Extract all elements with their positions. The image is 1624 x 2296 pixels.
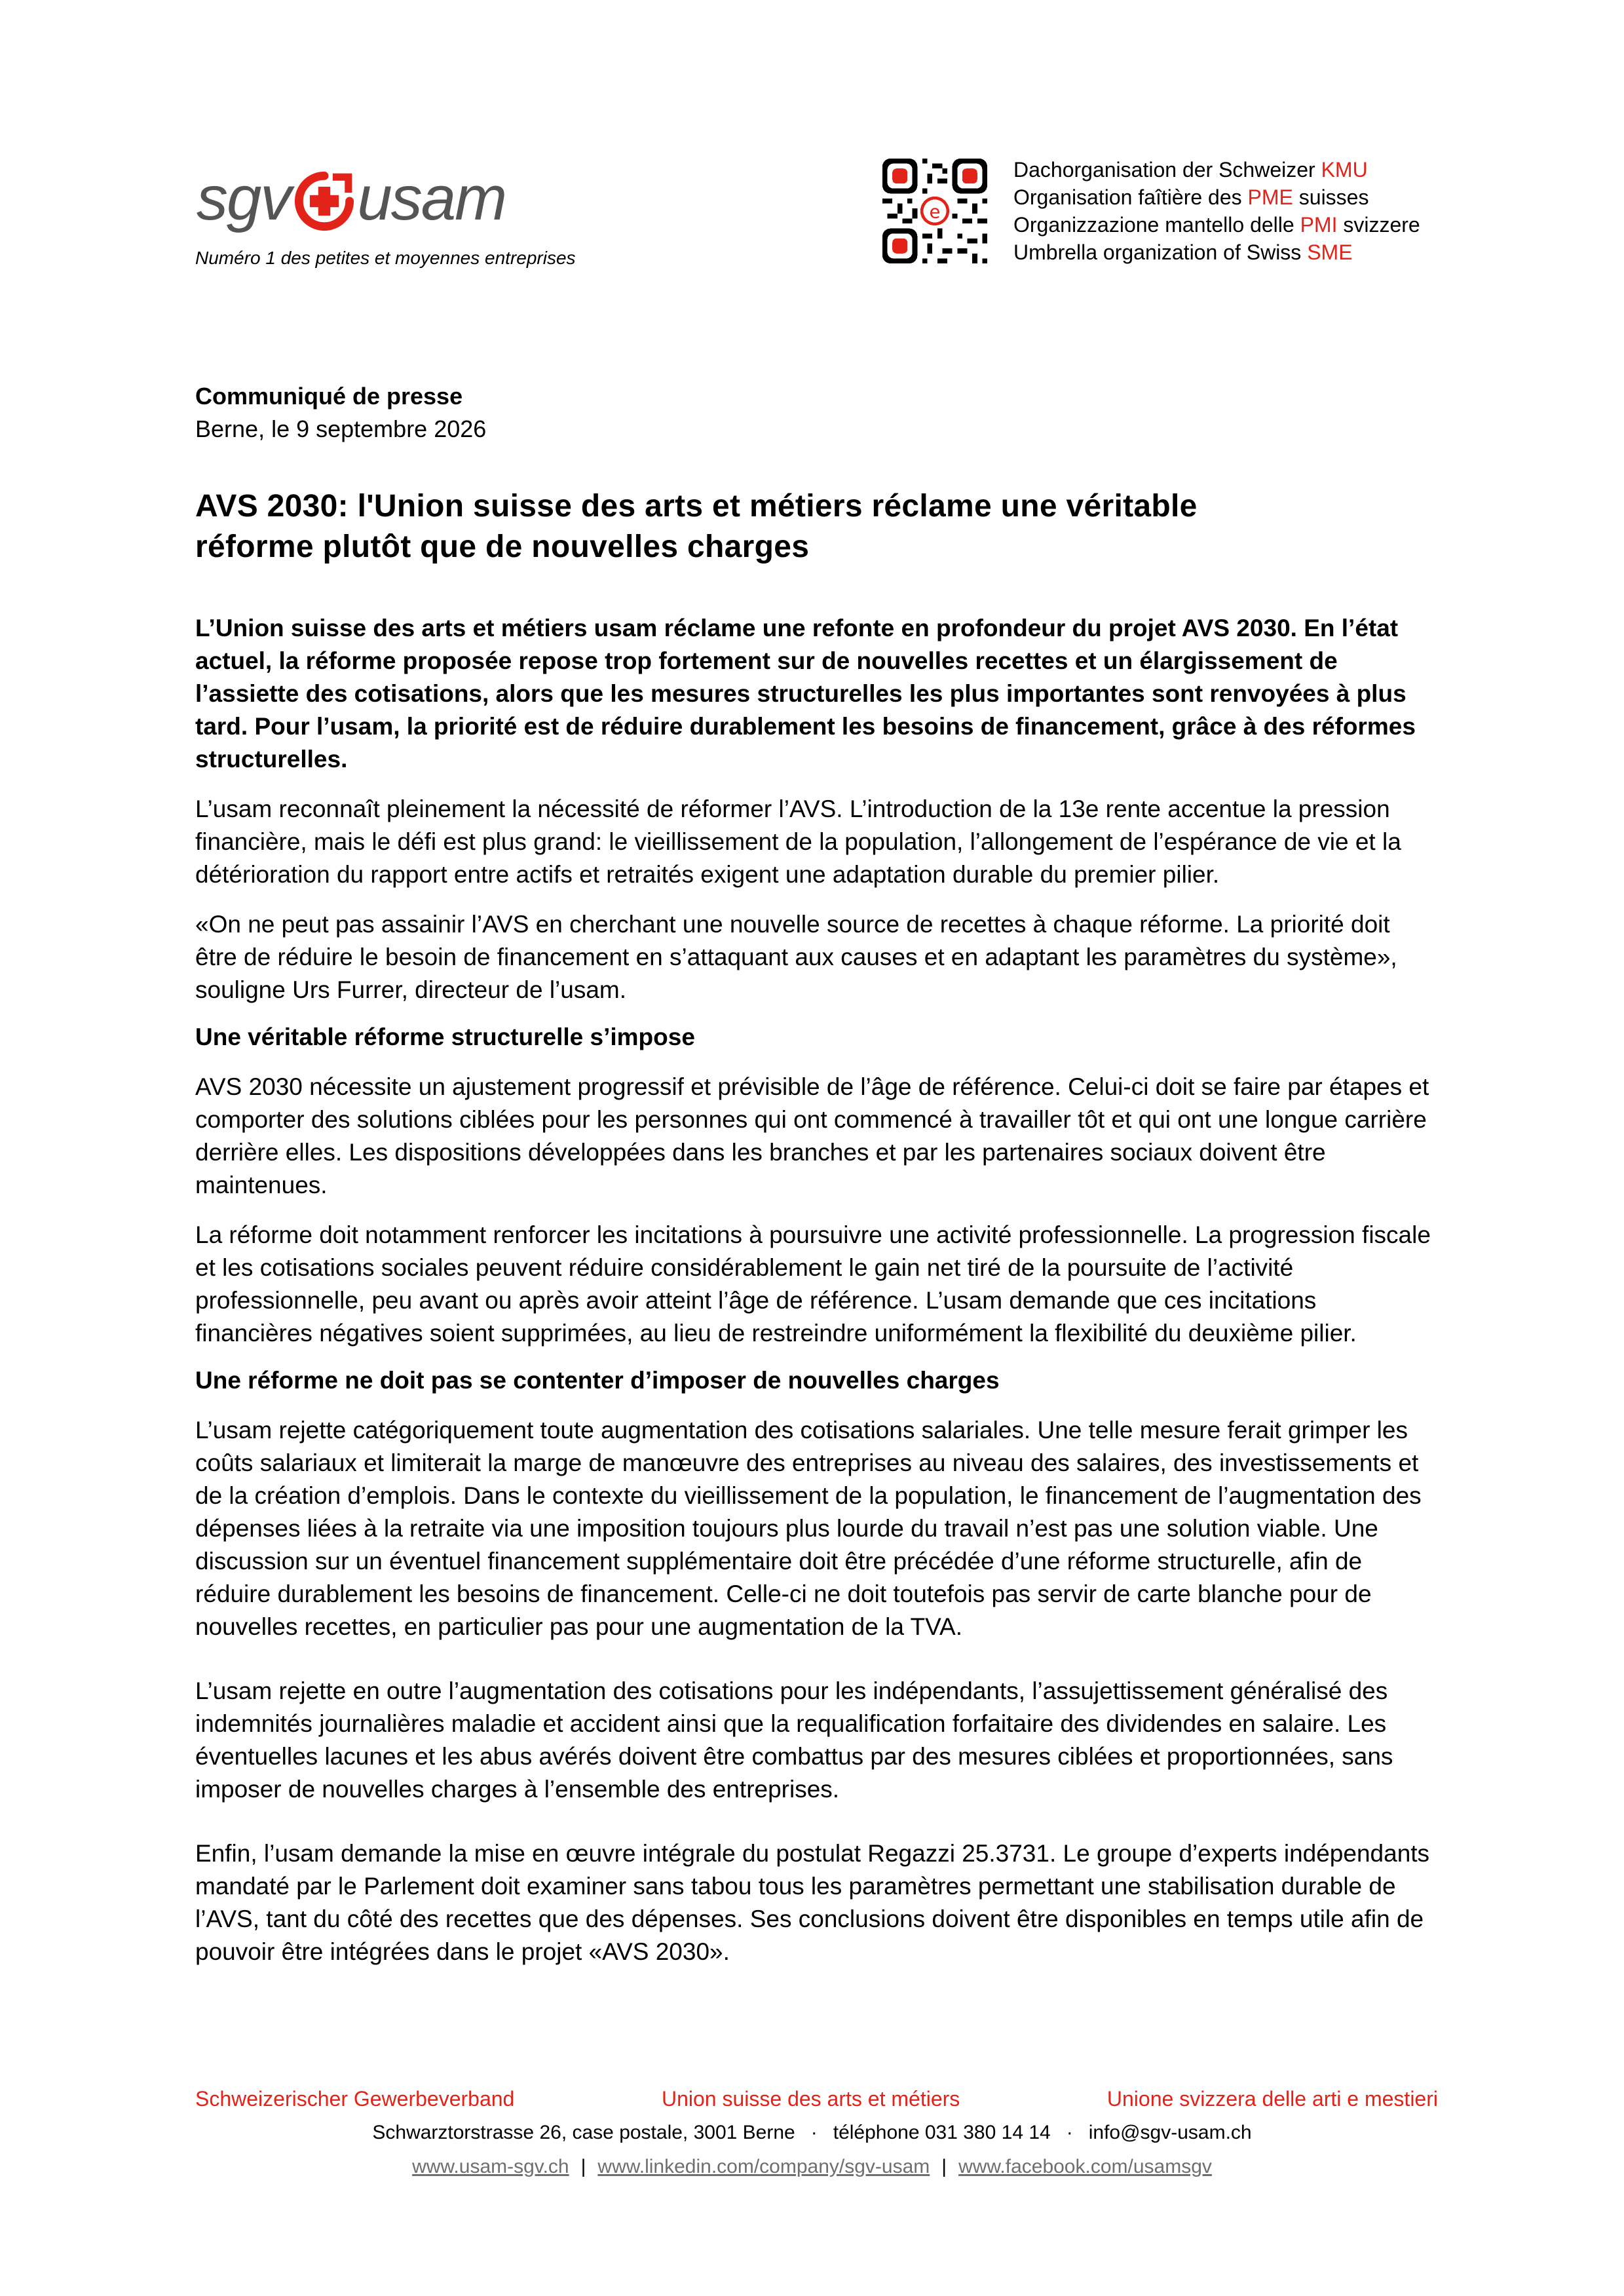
- paragraph-7: Enfin, l’usam demande la mise en œuvre intégrale du postulat Regazzi 25.3731. Le groupe d’experts indépendants mandaté par le Parlement doit examiner sans tabou tous les paramètres permettant une stabilisation durable de l’AVS, tant du côté des recettes que des dépenses. Ses conclusions doivent être disponibles en temps utile afin de pouvoir être intégrées dans le projet «AVS 2030».: [195, 1840, 1430, 1965]
- footer-link-separator: |: [941, 2156, 947, 2177]
- footer-link-facebook[interactable]: www.facebook.com/usamsgv: [958, 2156, 1212, 2177]
- org-line-it: Organizzazione mantello delle PMI svizzere: [1013, 213, 1420, 237]
- logo-text-sgv: sgv: [197, 163, 291, 233]
- org-line-fr: Organisation faîtière des PME suisses: [1013, 185, 1369, 209]
- sgv-usam-logo: [197, 163, 563, 246]
- tagline: Numéro 1 des petites et moyennes entreprises: [195, 248, 576, 268]
- organization-lines: [1013, 156, 1420, 266]
- release-title: AVS 2030: l'Union suisse des arts et métiers réclame une véritable réforme plutôt que de nouvelles charges: [195, 489, 1198, 564]
- footer-link-website[interactable]: www.usam-sgv.ch: [412, 2156, 569, 2177]
- paragraph-4: La réforme doit notamment renforcer les incitations à poursuivre une activité professionnelle. La progression fiscale et les cotisations sociales peuvent réduire considérablement le gain net tiré de la poursuite de l’activité professionnelle, peu avant ou après avoir atteint l’âge de référence. L’usam demande que ces incitations financières négatives soient supprimées, au lieu de restreindre uniformément la flexibilité du deuxième pilier.: [195, 1221, 1431, 1347]
- footer-name-it: Unione svizzera delle arti e mestieri: [1106, 2087, 1438, 2111]
- org-line-de: Dachorganisation der Schweizer KMU: [1013, 158, 1368, 182]
- org-line-en: Umbrella organization of Swiss SME: [1013, 240, 1353, 264]
- footer-links: [0, 2156, 1624, 2178]
- press-release-body: [195, 380, 1437, 1968]
- footer-separator: ·: [810, 2122, 818, 2143]
- paragraph-5: L’usam rejette catégoriquement toute augmentation des cotisations salariales. Une telle mesure ferait grimper les coûts salariaux et limiterait la marge de manœuvre des entreprises au niveau des salaires, des investissements et de la création d’emplois. Dans le contexte du vieillissement de la population, le financement de l’augmentation des dépenses liées à la retraite via une imposition toujours plus lourde du travail n’est pas une solution viable. Une discussion sur un éventuel financement supplémentaire doit être précédée d’une réforme structurelle, afin de réduire durablement les besoins de financement. Celle-ci ne doit toutefois pas servir de carte blanche pour de nouvelles recettes, en particulier pas pour une augmentation de la TVA.: [195, 1417, 1422, 1640]
- footer-name-de: Schweizerischer Gewerbeverband: [195, 2087, 515, 2111]
- footer-phone: téléphone 031 380 14 14: [833, 2122, 1051, 2143]
- qr-code-icon: [882, 159, 987, 263]
- paragraph-1: L’usam reconnaît pleinement la nécessité de réformer l’AVS. L’introduction de la 13e rente accentue la pression financière, mais le défi est plus grand: le vieillissement de la population, l’allongement de l’espérance de vie et la détérioration du rapport entre actifs et retraités exigent une adaptation durable du premier pilier.: [195, 795, 1401, 888]
- release-dateline: Berne, le 9 septembre 2026: [195, 415, 487, 442]
- footer-email[interactable]: info@sgv-usam.ch: [1088, 2122, 1252, 2143]
- logo-text-usam: usam: [357, 163, 506, 233]
- footer-contact: [0, 2122, 1624, 2144]
- paragraph-6: L’usam rejette en outre l’augmentation des cotisations pour les indépendants, l’assujettissement généralisé des indemnités journalières maladie et accident ainsi que la requalification forfaitaire des dividendes en salaire. Les éventuelles lacunes et les abus avérés doivent être combattus par des mesures ciblées et proportionnées, sans imposer de nouvelles charges à l’ensemble des entreprises.: [195, 1677, 1393, 1803]
- footer-address: Schwarztorstrasse 26, case postale, 3001 Berne: [372, 2122, 795, 2143]
- svg-text:e: e: [929, 202, 941, 223]
- footer-separator: ·: [1066, 2122, 1073, 2143]
- footer-name-fr: Union suisse des arts et métiers: [661, 2087, 960, 2111]
- subheading-new-charges: Une réforme ne doit pas se contenter d’imposer de nouvelles charges: [195, 1367, 1000, 1394]
- logo-cross-icon: [294, 171, 354, 231]
- paragraph-2: «On ne peut pas assainir l’AVS en cherchant une nouvelle source de recettes à chaque réforme. La priorité doit être de réduire le besoin de financement en s’attaquant aux causes et en adaptant les paramètres du système», souligne Urs Furrer, directeur de l’usam.: [195, 911, 1397, 1003]
- footer-link-linkedin[interactable]: www.linkedin.com/company/sgv-usam: [597, 2156, 930, 2177]
- footer-link-separator: |: [580, 2156, 586, 2177]
- footer-organization-names: [195, 2087, 1438, 2111]
- release-lead: L’Union suisse des arts et métiers usam réclame une refonte en profondeur du projet AVS 2030. En l’état actuel, la réforme proposée repose trop fortement sur de nouvelles recettes et un élargissement de l’assiette des cotisations, alors que les mesures structurelles les plus importantes sont renvoyées à plus tard. Pour l’usam, la priorité est de réduire durablement les besoins de financement, grâce à des réformes structurelles.: [195, 615, 1416, 773]
- subheading-structural-reform: Une véritable réforme structurelle s’impose: [195, 1024, 695, 1050]
- paragraph-3: AVS 2030 nécessite un ajustement progressif et prévisible de l’âge de référence. Celui-ci doit se faire par étapes et comporter des solutions ciblées pour les personnes qui ont commencé à travailler tôt et qui ont une longue carrière derrière elles. Les dispositions développées dans les branches et par les partenaires sociaux doivent être maintenues.: [195, 1073, 1429, 1198]
- release-kicker: Communiqué de presse: [195, 383, 463, 410]
